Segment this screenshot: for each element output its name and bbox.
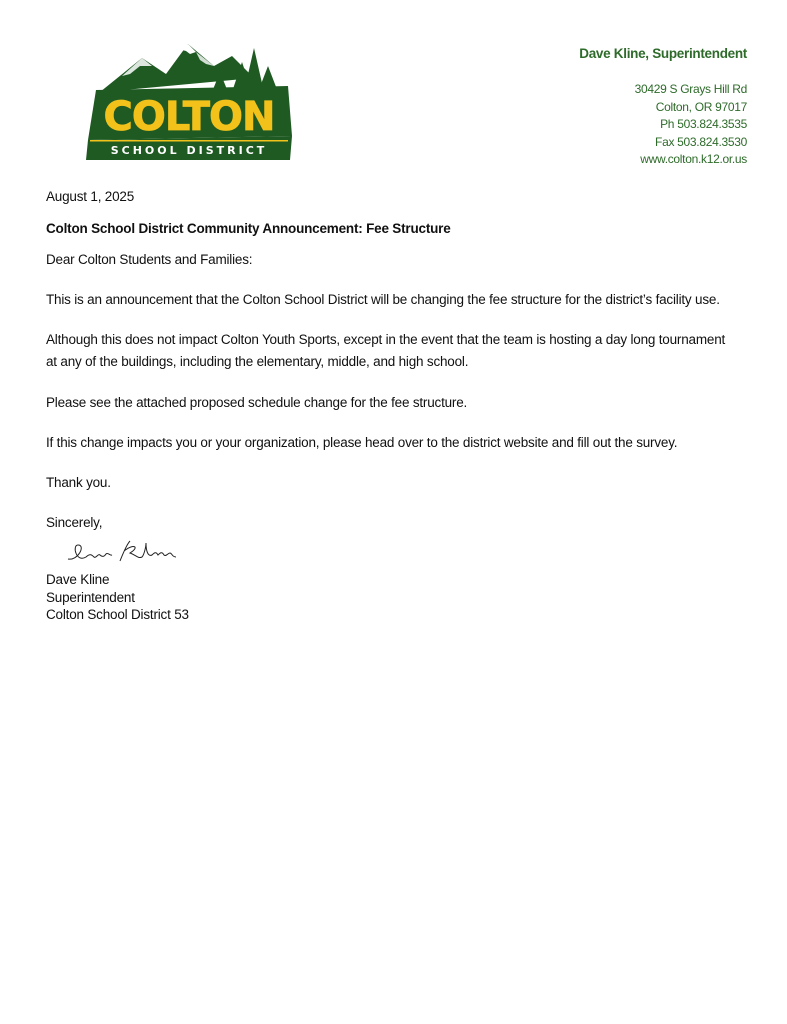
letter-subject: Colton School District Community Announcement: Fee Structure [46, 221, 451, 236]
letterhead-phone: Ph 503.824.3535 [660, 117, 747, 131]
letterhead-city: Colton, OR 97017 [655, 99, 747, 114]
signer-name: Dave Kline [46, 572, 110, 587]
logo-subtitle: SCHOOL DISTRICT [110, 144, 268, 157]
logo-title: COLTON [103, 94, 275, 140]
letter-paragraph: This is an announcement that the Colton School District will be changing the fee structure for the district’s facility use. [46, 292, 720, 307]
letter-body [46, 186, 726, 624]
letterhead-website[interactable]: www.colton.k12.or.us [640, 152, 747, 166]
letter-date: August 1, 2025 [46, 189, 135, 204]
signer-organization: Colton School District 53 [46, 607, 189, 622]
letterhead-contact [579, 46, 747, 169]
letterhead-fax: Fax 503.824.3530 [655, 134, 747, 149]
letter-paragraph: Thank you. [46, 475, 111, 490]
letter-salutation: Dear Colton Students and Families: [46, 252, 253, 267]
letter-paragraph: Please see the attached proposed schedule change for the fee structure. [46, 395, 468, 410]
letter-paragraph: Although this does not impact Colton Youth Sports, except in the event that the team is hosting a day long tournament at any of the buildings, including the elementary, middle, and high school. [46, 332, 726, 369]
signer-title: Superintendent [46, 589, 135, 605]
letterhead-address: 30429 S Grays Hill Rd [634, 82, 747, 96]
letter-paragraph: If this change impacts you or your organization, please head over to the district website and fill out the survey. [46, 435, 678, 450]
signature-icon [64, 537, 184, 567]
letterhead-name: Dave Kline, Superintendent [579, 46, 747, 61]
letter-closing: Sincerely, [46, 515, 103, 530]
colton-logo [82, 40, 296, 162]
